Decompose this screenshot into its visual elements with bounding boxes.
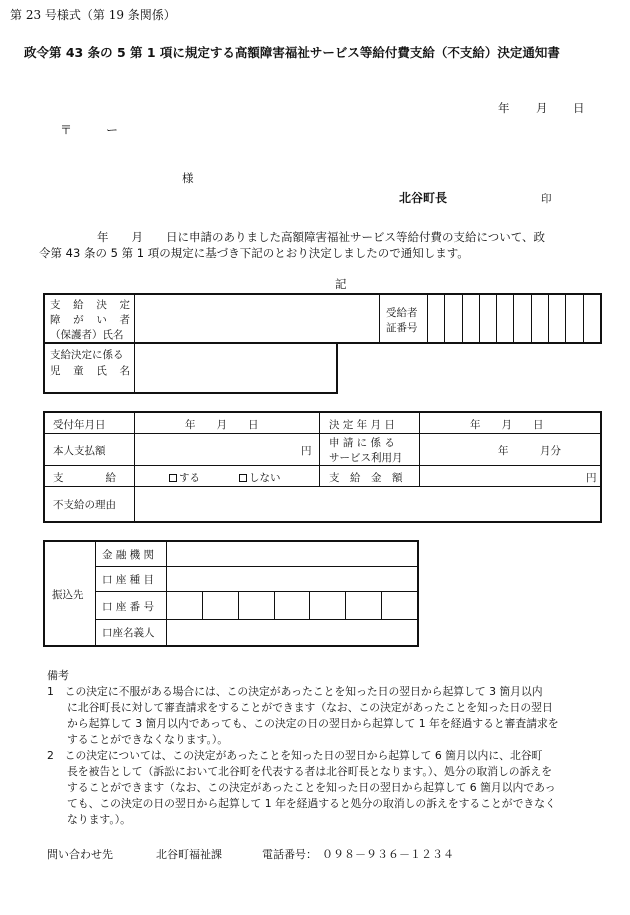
account-type-label: 口 座 種 目 <box>102 574 155 586</box>
form-number: 第 23 号様式（第 19 条関係） <box>10 8 176 22</box>
account-number-label-cell <box>96 592 167 620</box>
reason-field[interactable] <box>135 487 600 521</box>
cert-digit-box[interactable] <box>549 295 566 342</box>
cert-label-2: 証番号 <box>386 322 418 334</box>
received-label-cell <box>45 413 135 434</box>
account-digit-box[interactable] <box>346 592 382 619</box>
supply-no-option[interactable] <box>239 470 281 485</box>
supply-label: 支 給 <box>53 472 116 484</box>
intro-line-1: 年 月 日に申請のありました高額障害福祉サービス等給付費の支給について、政 <box>97 230 546 244</box>
bank-field[interactable] <box>167 542 417 567</box>
bank-label: 金 融 機 関 <box>102 549 155 561</box>
child-name-field[interactable] <box>135 343 336 392</box>
checkbox-icon[interactable] <box>169 474 177 482</box>
cert-digit-box[interactable] <box>584 295 600 342</box>
received-value: 年 月 日 <box>185 419 259 431</box>
decision-value: 年 月 日 <box>470 419 544 431</box>
date-day: 日 <box>573 101 585 115</box>
cert-digit-box[interactable] <box>428 295 445 342</box>
account-number-boxes[interactable] <box>167 592 417 620</box>
checkbox-icon[interactable] <box>239 474 247 482</box>
remark-line: 長を被告として（訴訟において北谷町を代表する者は北谷町長となります。）、処分の取消しの訴えを <box>67 765 552 778</box>
date-month: 月 <box>536 101 548 115</box>
recipient-name-field[interactable] <box>135 295 380 342</box>
decision-date-field[interactable] <box>420 413 600 434</box>
amount-unit: 円 <box>586 472 597 484</box>
received-label: 受付年月日 <box>53 419 106 431</box>
recipient-label-3: （保護者）氏名 <box>50 329 124 341</box>
decision-label: 決 定 年 月 日 <box>329 419 395 431</box>
transfer-table <box>43 540 419 647</box>
cert-digit-box[interactable] <box>514 295 531 342</box>
supply-yes-label: する <box>179 472 200 484</box>
account-digit-box[interactable] <box>239 592 275 619</box>
remark-line: なります。）。 <box>67 813 131 826</box>
service-label-2: サービス利用月 <box>329 452 403 464</box>
child-table <box>43 342 338 394</box>
account-holder-label: 口座名義人 <box>102 627 155 639</box>
service-value: 年 月分 <box>498 445 561 457</box>
cert-digit-box[interactable] <box>532 295 549 342</box>
amount-label: 支 給 金 額 <box>329 472 403 484</box>
cert-digit-box[interactable] <box>463 295 480 342</box>
account-digit-box[interactable] <box>382 592 417 619</box>
account-type-field[interactable] <box>167 567 417 592</box>
supply-no-label: しない <box>249 472 281 484</box>
account-digit-box[interactable] <box>203 592 239 619</box>
ki-heading: 記 <box>335 277 347 291</box>
remark-line: ても、この決定の日の翌日から起算して 1 年を経過すると処分の取消しの訴えをすることができなく <box>67 797 556 810</box>
child-label-cell <box>45 343 135 392</box>
payment-label: 本人支払額 <box>53 445 106 457</box>
supply-options <box>135 466 320 487</box>
cert-label-cell <box>380 295 428 342</box>
recipient-table <box>43 293 602 344</box>
cert-number-boxes[interactable] <box>428 295 600 342</box>
account-digit-box[interactable] <box>167 592 203 619</box>
seal-mark: 印 <box>541 193 552 205</box>
page-title: 政令第 43 条の 5 第 1 項に規定する高額障害福祉サービス等給付費支給（不支給）決定通知書 <box>24 45 560 60</box>
remarks-heading: 備考 <box>47 669 69 682</box>
addressee-suffix: 様 <box>182 171 194 185</box>
remark-line: することができなくなります。）。 <box>67 733 229 746</box>
remark-line: から起算して 3 箇月以内であっても、この決定の日の翌日から起算して 1 年を経過すると審査請求を <box>67 717 559 730</box>
amount-field[interactable] <box>420 466 600 487</box>
supply-label-cell <box>45 466 135 487</box>
remark-line: 2 この決定については、この決定があったことを知った日の翌日から起算して 6 箇月以内に、北谷町 <box>47 749 543 762</box>
transfer-label-cell <box>45 542 96 645</box>
recipient-label-2: 障 が い 者 <box>50 314 130 326</box>
recipient-label-1: 支 給 決 定 <box>50 299 130 311</box>
recipient-label-cell <box>45 295 135 342</box>
transfer-label: 振込先 <box>52 589 84 601</box>
remark-line: 1 この決定に不服がある場合には、この決定があったことを知った日の翌日から起算して 3 箇月以内 <box>47 685 543 698</box>
cert-digit-box[interactable] <box>480 295 497 342</box>
contact-phone-label: 電話番号： <box>262 848 317 861</box>
payment-unit: 円 <box>301 445 312 457</box>
bank-label-cell <box>96 542 167 567</box>
date-year: 年 <box>498 101 510 115</box>
payment-field[interactable] <box>135 434 320 466</box>
account-holder-label-cell <box>96 620 167 645</box>
account-type-label-cell <box>96 567 167 592</box>
reason-label-cell <box>45 487 135 521</box>
contact-department: 北谷町福祉課 <box>156 848 222 861</box>
decision-label-cell <box>320 413 420 434</box>
child-label-1: 支給決定に係る <box>50 349 124 361</box>
account-holder-field[interactable] <box>167 620 417 645</box>
postal-mark: 〒 <box>60 123 73 137</box>
amount-label-cell <box>320 466 420 487</box>
reason-label: 不支給の理由 <box>53 499 116 511</box>
service-label-1: 申 請 に 係 る <box>329 437 395 449</box>
contact-phone: ０９８－９３６－１２３４ <box>322 848 454 861</box>
account-digit-box[interactable] <box>275 592 311 619</box>
received-date-field[interactable] <box>135 413 320 434</box>
account-digit-box[interactable] <box>310 592 346 619</box>
service-label-cell <box>320 434 420 466</box>
cert-label-1: 受給者 <box>386 307 418 319</box>
remark-line: に北谷町長に対して審査請求をすることができます（なお、この決定があったことを知った日の翌日 <box>67 701 553 714</box>
intro-line-2: 令第 43 条の 5 第 1 項の規定に基づき下記のとおり決定しましたので通知します。 <box>39 246 469 260</box>
sender-name: 北谷町長 <box>399 191 448 205</box>
remark-line: することができます（なお、この決定があったことを知った日の翌日から起算して 6 箇月以内であっ <box>67 781 556 794</box>
service-month-field[interactable] <box>420 434 600 466</box>
decision-table <box>43 411 602 523</box>
cert-digit-box[interactable] <box>497 295 514 342</box>
child-label-2: 児 童 氏 名 <box>50 365 130 377</box>
cert-digit-box[interactable] <box>445 295 462 342</box>
contact-label: 問い合わせ先 <box>47 848 113 861</box>
postal-dash: ー <box>106 123 119 137</box>
account-number-label: 口 座 番 号 <box>102 601 155 613</box>
payment-label-cell <box>45 434 135 466</box>
supply-yes-option[interactable] <box>169 470 200 485</box>
cert-digit-box[interactable] <box>566 295 583 342</box>
